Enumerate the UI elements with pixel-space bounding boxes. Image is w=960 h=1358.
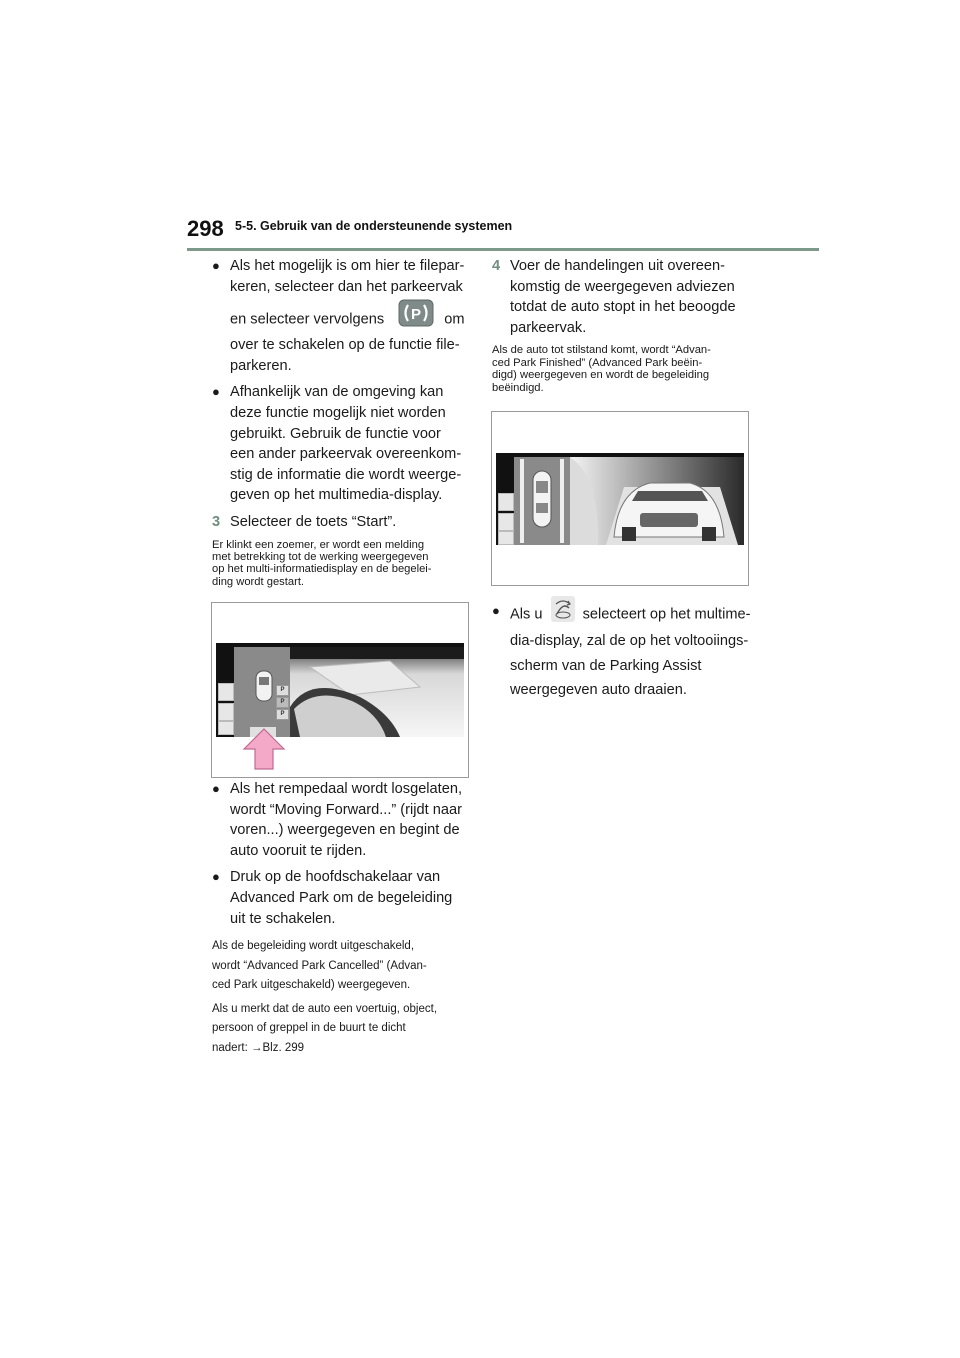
side-button-icon — [498, 513, 514, 531]
bullet-dot-icon: ● — [212, 258, 220, 273]
bullet-dot-icon: ● — [212, 869, 220, 885]
figure-start-screen — [211, 602, 469, 778]
page-header — [187, 214, 819, 251]
side-button-icon — [498, 493, 514, 511]
step-number: 3 — [212, 513, 221, 530]
bullet-dot-icon: ● — [212, 781, 220, 796]
bullet-environment: ● Afhankelijk van de omgeving kan deze functie mogelijk niet worden gebruikt. Gebruik de functie voor een ander parkeervak overeenkom- stig de informatie die wordt weerge- geven op het multimedia-display. — [212, 384, 462, 504]
multimedia-screen — [496, 453, 744, 545]
svg-text:P: P — [411, 306, 422, 324]
figure-finished-screen — [491, 411, 749, 586]
step-4: 4 Voer de handelingen uit overeen- komstig de weergegeven adviezen totdat de auto stopt in het beoogde parkeervak. — [492, 258, 736, 336]
right-column — [492, 256, 754, 404]
parking-slot-tag: P — [276, 709, 289, 720]
side-button-icon — [498, 531, 514, 545]
overhead-view — [234, 647, 290, 737]
page-number: 298 — [187, 216, 224, 241]
bullet-rotate: ● Als u selecteert op het multime- dia-display, zal de op het voltooiings- scherm van de Parking Assist weergegeven auto draaien. — [492, 596, 756, 701]
note-cancelled: Als de begeleiding wordt uitgeschakeld, wordt “Advanced Park Cancelled” (Advan- ced Park uitgeschakeld) weergegeven. — [212, 940, 427, 992]
page-reference-link[interactable]: nadert: →Blz. 299 — [212, 1041, 305, 1054]
right-column-lower — [492, 596, 756, 707]
bullet-filepark: ● Als het mogelijk is om hier te filepar- keren, selecteer dan het parkeervak en selecteer vervolgens P om over te schakelen op de functie file- parkeren. — [212, 258, 465, 374]
camera-view — [290, 647, 464, 737]
section-title: 5-5. Gebruik van de ondersteunende systemen — [235, 219, 513, 233]
side-button-icon — [218, 683, 234, 701]
step-3: 3 Selecteer de toets “Start”. — [212, 512, 474, 533]
bullet-main-switch: ● Druk op de hoofdschakelaar van Advanced Park om de begeleiding uit te schakelen. — [212, 869, 453, 927]
bullet-brake: ● Als het rempedaal wordt losgelaten, wordt “Moving Forward...” (rijdt naar voren...) weergegeven en begint de auto vooruit te rijden. — [212, 781, 463, 859]
multimedia-screen — [216, 643, 464, 737]
side-button-icon — [218, 721, 234, 735]
bullet-dot-icon: ● — [492, 603, 500, 618]
pink-arrow-icon — [242, 727, 286, 771]
rotate-car-icon[interactable] — [551, 596, 575, 633]
camera-view — [570, 457, 744, 545]
note-obstacle: Als u merkt dat de auto een voertuig, object, persoon of greppel in de buurt te dicht nadert: →Blz. 299 — [212, 1000, 474, 1059]
left-column — [212, 256, 474, 598]
note-start: Er klinkt een zoemer, er wordt een melding met betrekking tot de werking weergegeven op het multi-informatiedisplay en de begelei- ding wordt gestart. — [212, 538, 432, 588]
note-finished: Als de auto tot stilstand komt, wordt “Advan- ced Park Finished” (Advanced Park beëin- digd) weergegeven en wordt de begeleiding beëindigd. — [492, 344, 711, 394]
left-column-lower — [212, 779, 474, 1062]
parking-slot-tag: P — [276, 685, 289, 696]
overhead-view — [514, 457, 570, 545]
parking-p-icon — [398, 299, 434, 340]
parking-slot-tag: P — [276, 697, 289, 708]
side-button-icon — [218, 703, 234, 721]
bullet-dot-icon: ● — [212, 384, 220, 400]
step-number: 4 — [492, 258, 501, 274]
